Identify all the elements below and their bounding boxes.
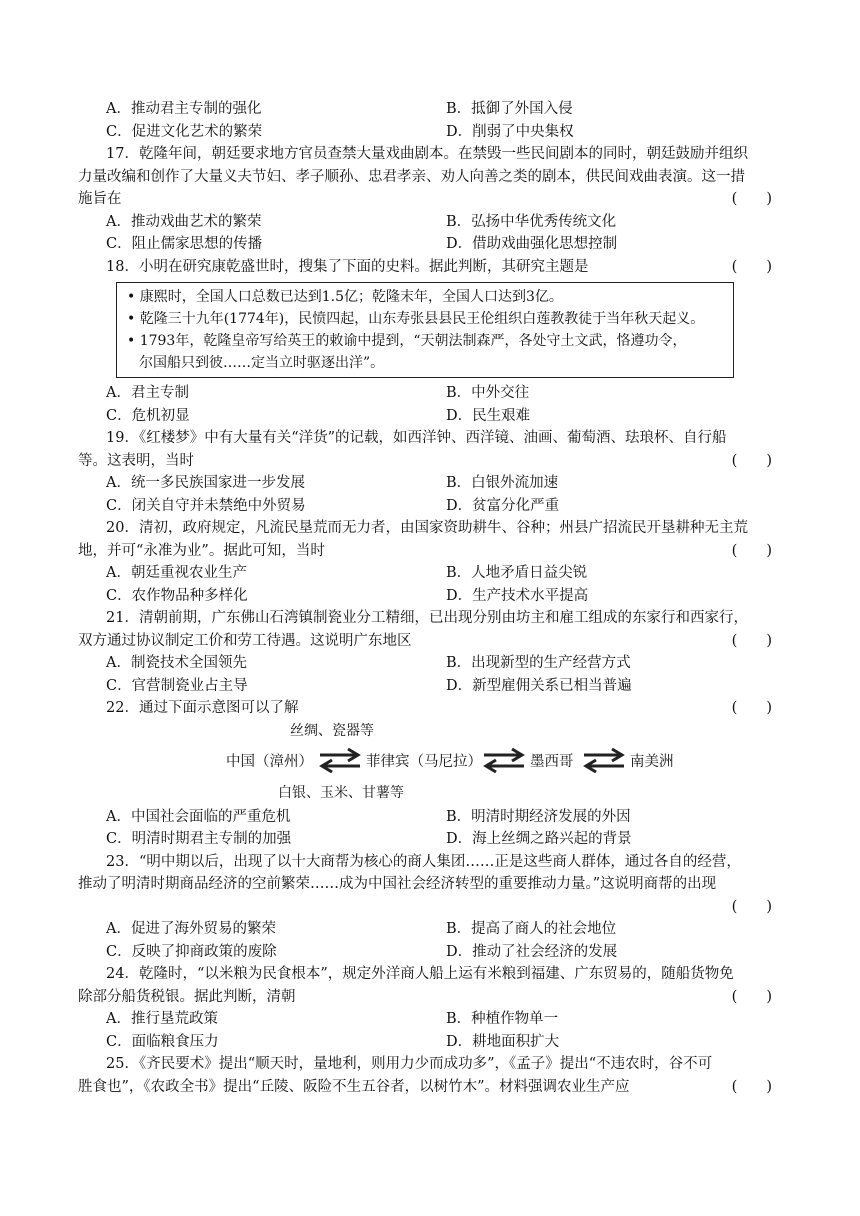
q21-option-b[interactable]: B．出现新型的生产经营方式 [446, 655, 631, 671]
q18-option-b[interactable]: B．中外交往 [446, 385, 530, 401]
q17-option-a[interactable]: A．推动戏曲艺术的繁荣 [106, 213, 262, 230]
q23-option-b[interactable]: B．提高了商人的社会地位 [446, 921, 617, 937]
q20-option-c[interactable]: C．农作物品种多样化 [106, 587, 248, 604]
q18-option-c[interactable]: C．危机初显 [106, 407, 190, 424]
q17-answer-bracket[interactable]: ( ) [731, 191, 772, 207]
q16-options-row-1 [78, 98, 778, 121]
exchange-arrows-icon [318, 747, 362, 773]
q22-stem: 22．通过下面示意图可以了解 [106, 700, 299, 716]
q18-answer-bracket[interactable]: ( ) [731, 258, 772, 275]
q18-source-item-3: • 1793年，乾隆皇帝写给英王的敕谕中提到，“天朝法制森严，各处守土文武，恪遵功令， [127, 333, 687, 349]
question-23 [78, 851, 778, 964]
q18-source-item-1: • 康熙时，全国人口总数已达到1.5亿；乾隆末年，全国人口达到3亿。 [127, 289, 563, 305]
q20-option-a[interactable]: A．朝廷重视农业生产 [106, 565, 247, 581]
q24-stem-line-1: 24．乾隆时，“以米粮为民食根本”，规定外洋商人船上运有米粮到福建、广东贸易的，随船货物免 [106, 966, 734, 982]
q24-option-a[interactable]: A．推行垦荒政策 [106, 1011, 218, 1027]
q24-stem-line-2: 除部分船货税银。据此判断，清朝 [78, 988, 296, 1005]
q24-answer-bracket[interactable]: ( ) [731, 988, 772, 1005]
q19-option-c[interactable]: C．闭关自守并未禁绝中外贸易 [106, 497, 306, 514]
q24-option-b[interactable]: B．种植作物单一 [446, 1011, 559, 1027]
trade-route-diagram [78, 720, 778, 806]
q21-option-c[interactable]: C．官营制瓷业占主导 [106, 677, 248, 694]
exchange-arrows-icon [482, 747, 526, 773]
q18-source-box [116, 282, 734, 378]
q20-stem-line-1: 20．清初，政府规定，凡流民垦荒而无力者，由国家资助耕牛、谷种；州县广招流民开垦耕种无主荒 [106, 520, 748, 536]
q20-answer-bracket[interactable]: ( ) [731, 542, 772, 559]
q23-stem-line-2: 推动了明清时期商品经济的空前繁荣……成为中国社会经济转型的重要推动力量。”这说明商帮的出现 [78, 876, 717, 892]
q19-option-d[interactable]: D．贫富分化严重 [446, 497, 560, 514]
q17-option-d[interactable]: D．借助戏曲强化思想控制 [446, 236, 618, 252]
q17-stem-line-2: 力量改编和创作了大量义夫节妇、孝子顺孙、忠君孝亲、劝人向善之类的剧本，供民间戏曲表演。这一措 [78, 168, 745, 185]
q16-option-b[interactable]: B．抵御了外国入侵 [446, 101, 573, 117]
q20-option-b[interactable]: B．人地矛盾日益尖锐 [446, 565, 588, 581]
q17-option-c[interactable]: C．阻止儒家思想的传播 [106, 236, 263, 252]
question-18 [78, 256, 778, 428]
q22-option-a[interactable]: A．中国社会面临的严重危机 [106, 808, 291, 825]
q25-stem-line-2: 胜食也”，《农政全书》提出“丘陵、阪险不生五谷者，以树竹木”。材料强调农业生产应 [78, 1078, 630, 1095]
q18-source-item-2: • 乾隆三十九年(1774年)，民愤四起，山东寿张县县民王伦组织白莲教教徒于当年秋天起义。 [127, 311, 705, 327]
q21-answer-bracket[interactable]: ( ) [731, 632, 772, 649]
q17-stem-line-3: 施旨在 [78, 191, 122, 207]
q19-answer-bracket[interactable]: ( ) [731, 452, 772, 469]
q22-option-b[interactable]: B．明清时期经济发展的外因 [446, 808, 631, 825]
diagram-node-china: 中国（漳州） [226, 753, 313, 770]
q22-answer-bracket[interactable]: ( ) [731, 700, 772, 716]
q24-option-d[interactable]: D．耕地面积扩大 [446, 1033, 560, 1050]
diagram-node-mexico: 墨西哥 [530, 753, 574, 770]
q19-option-a[interactable]: A．统一多民族国家进一步发展 [106, 475, 305, 491]
diagram-node-philippines: 菲律宾（马尼拉） [366, 753, 482, 770]
question-24 [78, 963, 778, 1053]
q18-source-item-3-cont: 尔国船只到彼……定当立时驱逐出洋”。 [139, 355, 385, 371]
q23-option-c[interactable]: C．反映了抑商政策的废除 [106, 943, 277, 960]
q17-stem-line-1: 17．乾隆年间，朝廷要求地方官员查禁大量戏曲剧本。在禁毁一些民间剧本的同时，朝廷鼓励并组织 [106, 146, 748, 162]
q19-stem-line-2: 等。这表明，当时 [78, 452, 194, 469]
q21-stem-line-2: 双方通过协议制定工价和劳工待遇。这说明广东地区 [78, 632, 412, 649]
q16-options-row-2 [78, 121, 778, 144]
q24-option-c[interactable]: C．面临粮食压力 [106, 1033, 219, 1050]
q16-option-a[interactable]: A．推动君主专制的强化 [106, 101, 262, 117]
question-25 [78, 1053, 778, 1098]
q16-option-c[interactable]: C．促进文化艺术的繁荣 [106, 123, 263, 140]
q19-option-b[interactable]: B．白银外流加速 [446, 475, 559, 491]
diagram-bottom-label: 白银、玉米、甘薯等 [278, 784, 404, 801]
q18-stem: 18．小明在研究康乾盛世时，搜集了下面的史料。据此判断，其研究主题是 [106, 258, 589, 275]
q23-option-a[interactable]: A．促进了海外贸易的繁荣 [106, 921, 276, 937]
diagram-node-south-america: 南美洲 [630, 753, 674, 770]
diagram-top-label: 丝绸、瓷器等 [290, 722, 374, 739]
question-17 [78, 143, 778, 256]
q23-option-d[interactable]: D．推动了社会经济的发展 [446, 943, 618, 960]
q18-option-d[interactable]: D．民生艰难 [446, 407, 531, 424]
question-19 [78, 427, 778, 517]
q21-stem-line-1: 21．清朝前期，广东佛山石湾镇制瓷业分工精细，已出现分别由坊主和雇工组成的东家行和西家行， [106, 610, 748, 626]
q17-option-b[interactable]: B．弘扬中华优秀传统文化 [446, 213, 617, 230]
exam-page [78, 98, 778, 1098]
q21-option-a[interactable]: A．制瓷技术全国领先 [106, 655, 247, 671]
q25-answer-bracket[interactable]: ( ) [731, 1078, 772, 1095]
q20-option-d[interactable]: D．生产技术水平提高 [446, 587, 589, 604]
question-22 [78, 697, 778, 851]
q20-stem-line-2: 地，并可“永准为业”。据此可知，当时 [78, 542, 325, 559]
q22-option-d[interactable]: D．海上丝绸之路兴起的背景 [446, 831, 632, 847]
q18-option-a[interactable]: A．君主专制 [106, 385, 189, 401]
q19-stem-line-1: 19．《红楼梦》中有大量有关“洋货”的记载，如西洋钟、西洋镜、油画、葡萄酒、珐琅杯、自行船 [106, 430, 727, 446]
q16-option-d[interactable]: D．削弱了中央集权 [446, 123, 574, 140]
q23-stem-line-1: 23．“明中期以后，出现了以十大商帮为核心的商人集团……正是这些商人群体，通过各自的经营， [106, 853, 741, 870]
q25-stem-line-1: 25．《齐民要术》提出“顺天时，量地利，则用力少而成功多”，《孟子》提出“不违农时，谷不可 [106, 1056, 713, 1072]
q21-option-d[interactable]: D．新型雇佣关系已相当普遍 [446, 677, 632, 694]
q22-option-c[interactable]: C．明清时期君主专制的加强 [106, 831, 292, 847]
exchange-arrows-icon [582, 747, 626, 773]
q23-answer-bracket[interactable]: ( ) [731, 898, 772, 915]
question-21 [78, 607, 778, 697]
question-20 [78, 517, 778, 607]
